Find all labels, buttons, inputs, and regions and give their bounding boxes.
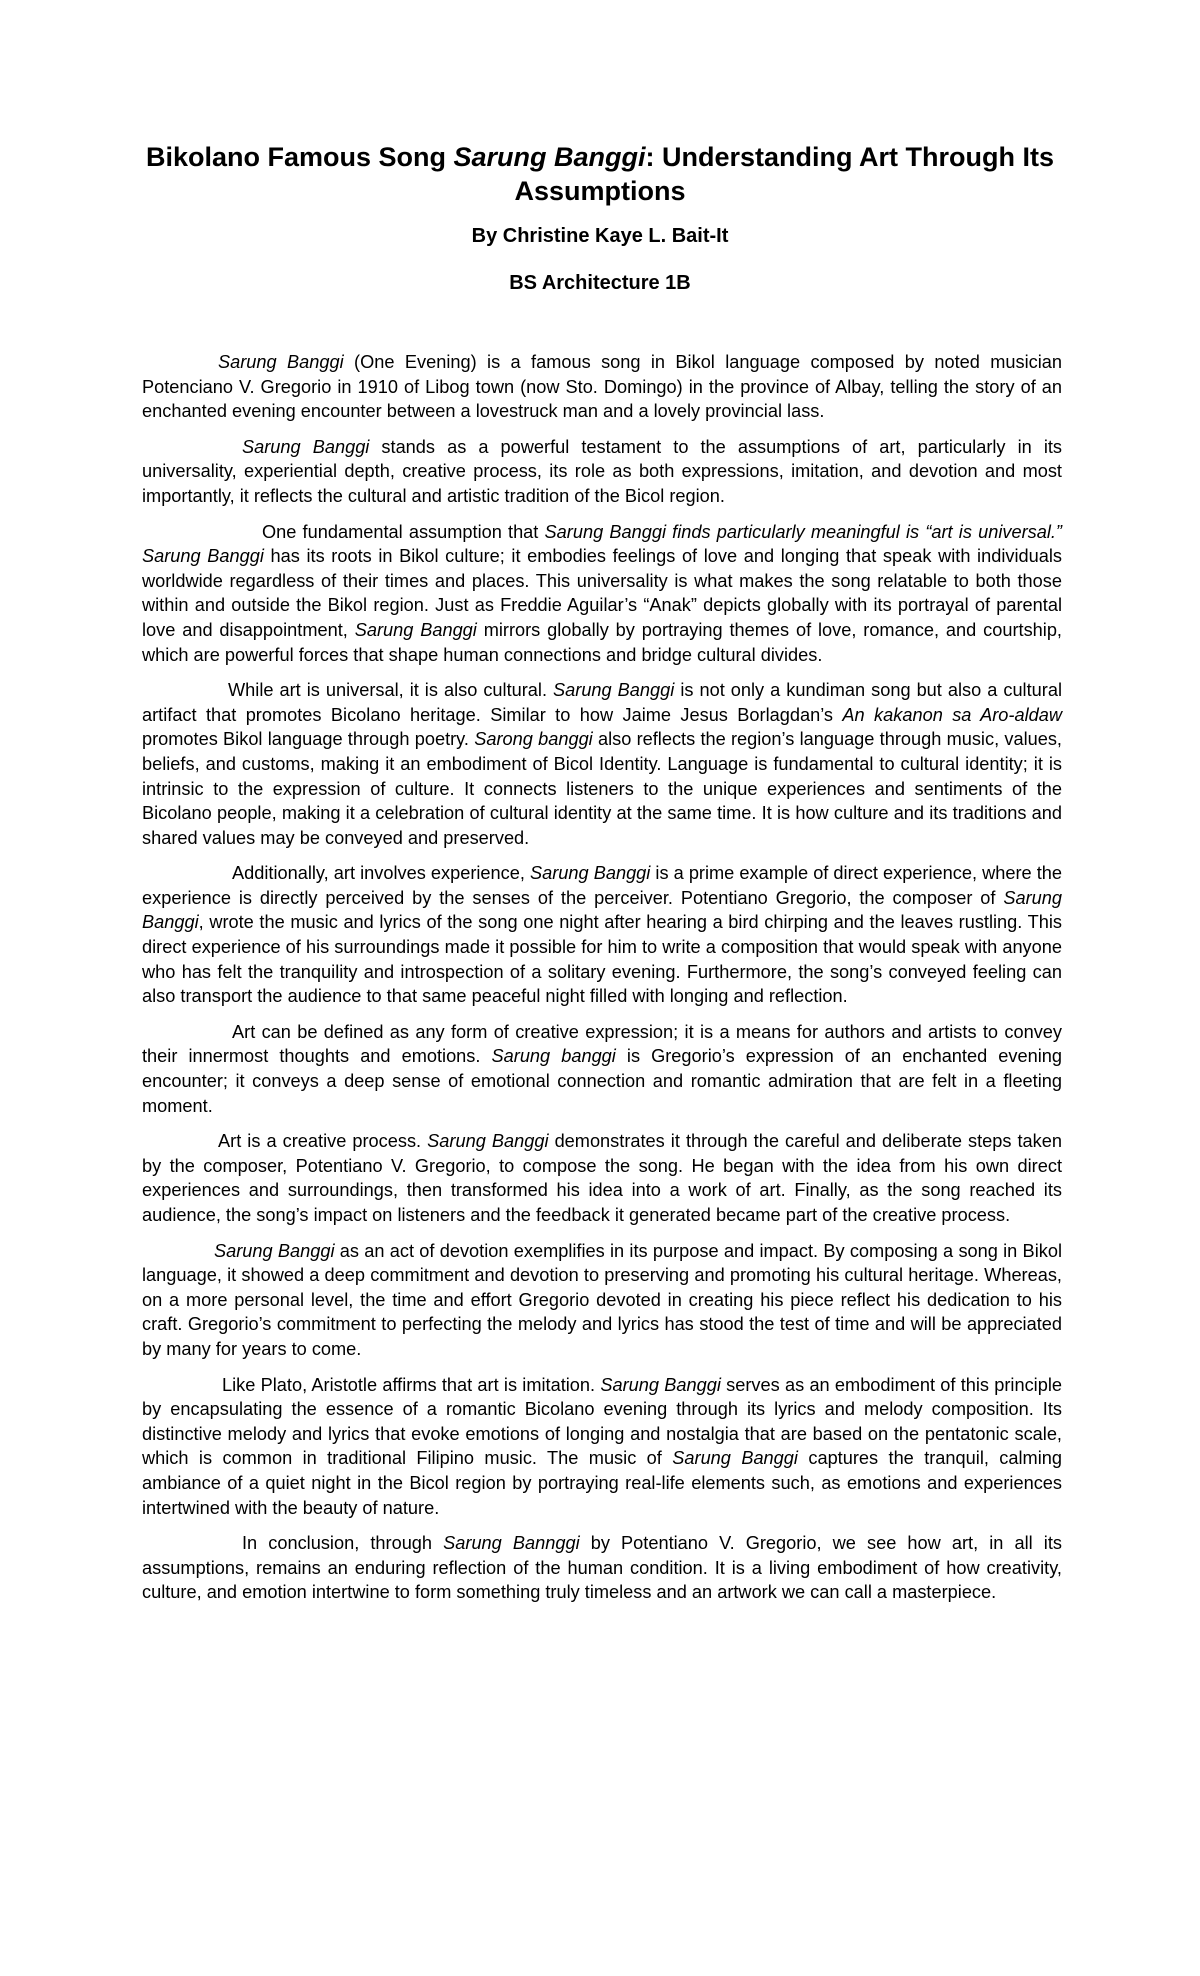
paragraph-text: is not only a kundiman song but also a cultural artifact that promotes Bicolano heritage. Similar to how Jaime Jesus Borlagdan’s: [142, 680, 1062, 725]
italic-text: Sarung Banggi: [214, 1240, 335, 1261]
paragraph: [142, 1239, 1062, 1362]
italic-text: An kakanon sa Aro-aldaw: [842, 704, 1062, 725]
paragraph-text: (One Evening) is a famous song in Bikol language composed by noted musician Potenciano V. Gregorio in 1910 of Libog town (now Sto. Domingo) in the province of Albay, telling the story of an enchanted evening encounter between a lovestruck man and a lovely provincial lass.: [142, 352, 1062, 422]
paragraph: [142, 350, 1062, 424]
italic-text: Sarung Bannggi: [443, 1533, 580, 1554]
paragraph-text: is Gregorio’s expression of an enchanted evening encounter; it conveys a deep sense of emotional connection and romantic admiration that are felt in a fleeting moment.: [142, 1046, 1062, 1116]
paragraph: [142, 520, 1062, 668]
italic-text: Sarung Banggi: [218, 352, 344, 372]
paragraph-text: Art can be defined as any form of creative expression; it is a means for authors and artists to convey their innermost thoughts and emotions.: [142, 1021, 1062, 1067]
paragraph-text: by Potentiano V. Gregorio, we see how art, in all its assumptions, remains an enduring reflection of the human condition. It is a living embodiment of how creativity, culture, and emotion intertwine to form something truly timeless and an artwork we can call a masterpiece.: [142, 1533, 1062, 1603]
italic-text: Sarung Banggi: [142, 887, 1062, 933]
paragraph: [142, 1020, 1062, 1118]
italic-text: Sarung Banggi: [529, 863, 651, 884]
document-title: [140, 140, 1060, 208]
author-byline: By Christine Kaye L. Bait-It: [471, 225, 729, 247]
paragraph-text: demonstrates it through the careful and deliberate steps taken by the composer, Potentiano V. Gregorio, to compose the song. He began with the idea from his own direct experiences and surroundings, then transformed his idea into a work of art. Finally, as the song reached its audience, the song’s impact on listeners and the feedback it generated became part of the creative process.: [142, 1131, 1062, 1225]
paragraph-text: stands as a powerful testament to the assumptions of art, particularly in its universality, experiential depth, creative process, its role as both expressions, imitation, and devotion and most importantly, it reflects the cultural and artistic tradition of the Bicol region.: [142, 436, 1063, 506]
paragraph-text: Art is a creative process.: [218, 1131, 428, 1152]
paragraph-text: promotes Bikol language through poetry.: [142, 729, 475, 750]
paragraph-text: mirrors globally by portraying themes of love, romance, and courtship, which are powerful forces that shape human connections and bridge cultural divides.: [142, 619, 1062, 665]
italic-text: Sarung Banggi: [553, 680, 675, 701]
paragraph: [142, 1373, 1062, 1521]
paragraph-text: as an act of devotion exemplifies in its purpose and impact. By composing a song in Bikol language, it showed a deep commitment and devotion to preserving and promoting his cultural heritage. Whereas, on a more personal level, the time and effort Gregorio devoted in creating his piece reflect his dedication to his craft. Gregorio’s commitment to perfecting the melody and lyrics has stood the test of time and will be appreciated by many for years to come.: [142, 1240, 1062, 1359]
italic-text: Sarong banggi: [474, 729, 593, 750]
italic-text: Sarung Banggi: [142, 546, 264, 567]
paragraph-text: has its roots in Bikol culture; it embodies feelings of love and longing that speak with individuals worldwide regardless of their times and places. This universality is what makes the song relatable to both those within and outside the Bikol region. Just as Freddie Aguilar’s “Anak” depicts globally with its portrayal of parental love and disappointment,: [142, 546, 1062, 640]
paragraph-text: Additionally, art involves experience,: [232, 863, 530, 884]
paragraph: [142, 678, 1062, 850]
paragraph-text: captures the tranquil, calming ambiance of a quiet night in the Bicol region by portraying real-life elements such, as emotions and experiences intertwined with the beauty of nature.: [142, 1448, 1062, 1518]
italic-text: Sarung Banggi: [427, 1131, 549, 1152]
paragraph: [142, 435, 1062, 509]
title-part-3: : Understanding Art Through Its Assumptions: [514, 142, 1054, 206]
italic-text: Sarung Banggi finds particularly meaningful is “art is universal.”: [544, 521, 1062, 542]
paragraph: [142, 1531, 1062, 1605]
title-song-name: Sarung Banggi: [453, 142, 646, 172]
paragraph-text: serves as an embodiment of this principle by encapsulating the essence of a romantic Bicolano evening through its lyrics and melody composition. Its distinctive melody and lyrics that evoke emotions of longing and nostalgia that are based on the pentatonic scale, which is common in traditional Filipino music. The music of: [142, 1374, 1062, 1469]
paragraph-text: In conclusion, through: [242, 1533, 444, 1554]
paragraph-text: also reflects the region’s language through music, values, beliefs, and customs, making it an embodiment of Bicol Identity. Language is fundamental to cultural identity; it is intrinsic to the expression of culture. It connects listeners to the unique experiences and sentiments of the Bicolano people, making it a celebration of cultural identity at the same time. It is how culture and its traditions and shared values may be conveyed and preserved.: [142, 729, 1062, 848]
paragraph-text: is a prime example of direct experience, where the experience is directly perceived by the senses of the perceiver. Potentiano Gregorio, the composer of: [142, 863, 1062, 908]
course-label: BS Architecture 1B: [509, 272, 691, 294]
paragraph-text: One fundamental assumption that: [262, 521, 545, 542]
italic-text: Sarung Banggi: [354, 619, 477, 640]
paragraph-text: While art is universal, it is also cultural.: [228, 680, 554, 701]
italic-text: Sarung banggi: [491, 1046, 616, 1067]
italic-text: Sarung Banggi: [600, 1374, 721, 1395]
essay-body: [142, 350, 1062, 1616]
italic-text: Sarung Banggi: [672, 1448, 798, 1469]
paragraph: [142, 1129, 1062, 1227]
title-part-1: Bikolano Famous Song: [145, 142, 454, 172]
paragraph-text: Like Plato, Aristotle affirms that art is imitation.: [222, 1374, 601, 1395]
paragraph-text: , wrote the music and lyrics of the song one night after hearing a bird chirping and the leaves rustling. This direct experience of his surroundings made it possible for him to write a composition that would speak with anyone who has felt the tranquility and introspection of a solitary evening. Furthermore, the song’s conveyed feeling can also transport the audience to that same peaceful night filled with longing and reflection.: [142, 912, 1062, 1007]
italic-text: Sarung Banggi: [242, 436, 370, 457]
paragraph: [142, 861, 1062, 1009]
